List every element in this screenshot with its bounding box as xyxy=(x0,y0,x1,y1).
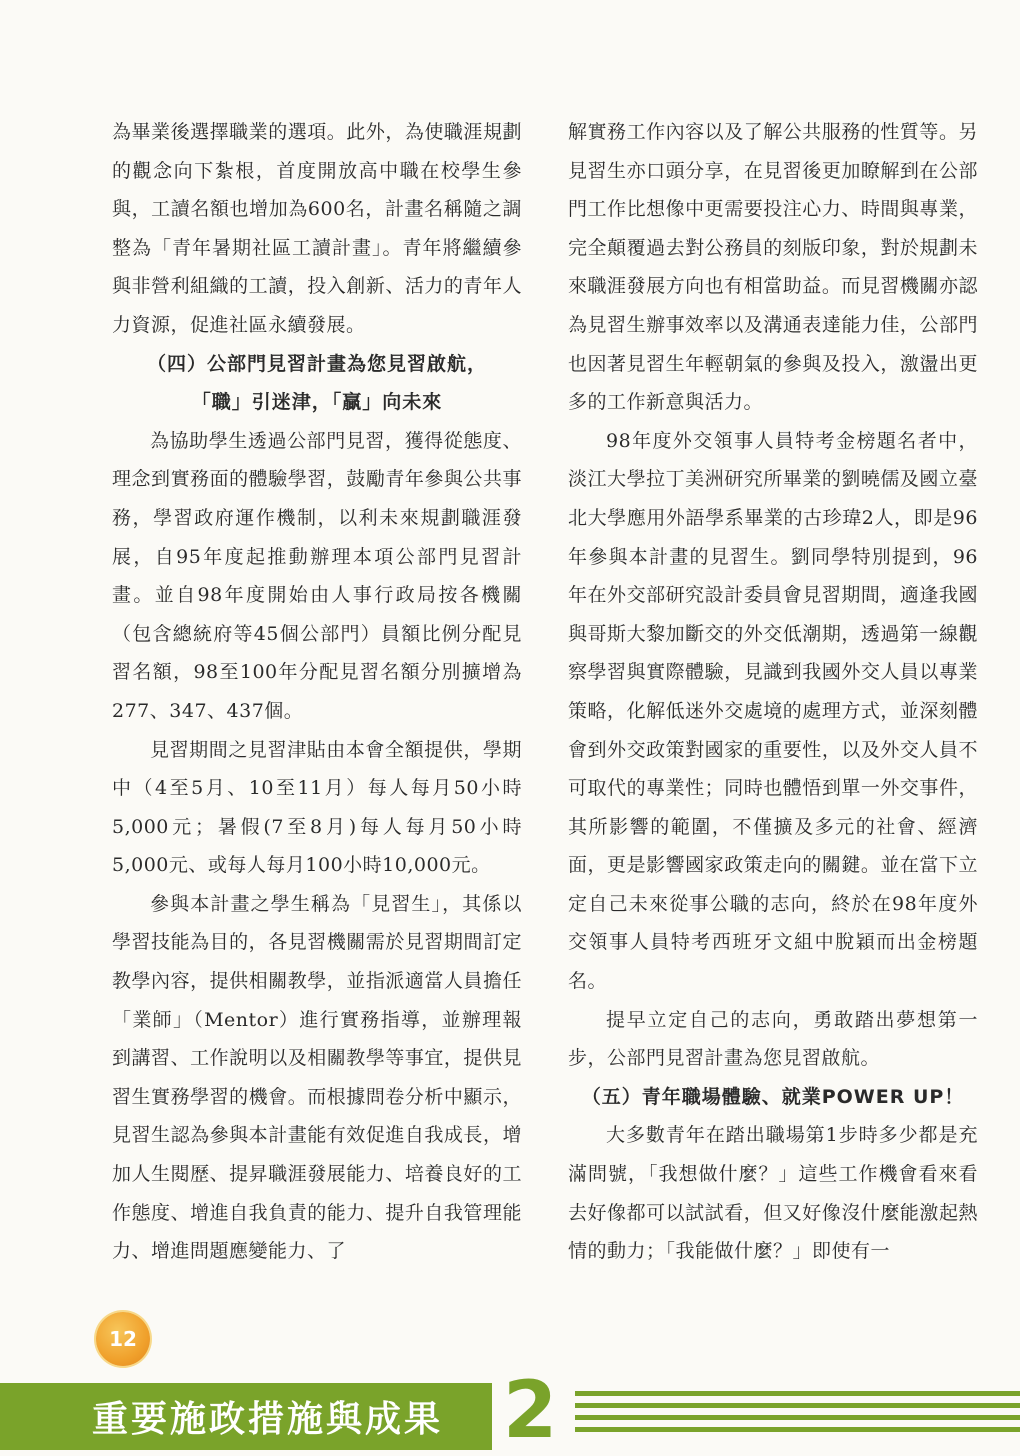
right-paragraph-slogan: 提早立定自己的志向，勇敢踏出夢想第一步，公部門見習計畫為您見習啟航。 xyxy=(568,1008,978,1070)
stripe-line xyxy=(575,1391,1020,1396)
left-column xyxy=(112,113,522,1271)
footer-green-band xyxy=(0,1383,492,1450)
right-paragraph-youth: 大多數青年在踏出職場第1步時多少都是充滿問號，「我想做什麼？」這些工作機會看來看去好像都可以試試看，但又好像沒什麼能激起熱情的動力；「我能做什麼？」即使有一 xyxy=(568,1124,978,1263)
section-five-heading: （五）青年職場體驗、就業POWER UP！ xyxy=(581,1085,965,1108)
stripe-line xyxy=(575,1403,1020,1408)
section-four-heading-line2: 「職」引迷津，「贏」向未來 xyxy=(191,391,443,414)
chapter-number: 2 xyxy=(503,1366,558,1456)
right-paragraph-exam: 98年度外交領事人員特考金榜題名者中，淡江大學拉丁美洲研究所畢業的劉曉儒及國立臺北大學應用外語學系畢業的古珍瑋2人，即是96年參與本計畫的見習生。劉同學特別提到，96年在外交部研究設計委員會見習期間，適逢我國與哥斯大黎加斷交的外交低潮期，透過第一線觀察學習與實際體驗，見識到我國外交人員以專業策略，化解低迷外交處境的處理方式，並深刻體會到外交政策對國家的重要性，以及外交人員不可取代的專業性；同時也體悟到單一外交事件，其所影響的範圍，不僅擴及多元的社會、經濟面，更是影響國家政策走向的關鍵。並在當下立定自己未來從事公職的志向，終於在98年度外交領事人員特考西班牙文組中脫穎而出金榜題名。 xyxy=(568,429,978,993)
left-paragraph-trainee: 參與本計畫之學生稱為「見習生」，其係以學習技能為目的，各見習機關需於見習期間訂定教學內容，提供相關教學，並指派適當人員擔任「業師」（Mentor）進行實務指導，並辦理報到講習、工作說明以及相關教學等事宜，提供見習生實務學習的機會。而根據問卷分析中顯示，見習生認為參與本計畫能有效促進自我成長，增加人生閱歷、提昇職涯發展能力、培養良好的工作態度、增進自我負責的能力、提升自我管理能力、增進問題應變能力、了 xyxy=(112,892,522,1263)
left-paragraph-intro: 為協助學生透過公部門見習，獲得從態度、理念到實務面的體驗學習，鼓勵青年參與公共事務，學習政府運作機制，以利未來規劃職涯發展，自95年度起推動辦理本項公部門見習計畫。並自98年度開始由人事行政局按各機關（包含總統府等45個公部門）員額比例分配見習名額，98至100年分配見習名額分別擴增為277、347、437個。 xyxy=(112,429,522,722)
page-number-badge: 12 xyxy=(96,1312,150,1366)
right-paragraph-continued: 解實務工作內容以及了解公共服務的性質等。另見習生亦口頭分享，在見習後更加瞭解到在公部門工作比想像中更需要投注心力、時間與專業，完全顛覆過去對公務員的刻版印象，對於規劃未來職涯發展方向也有相當助益。而見習機關亦認為見習生辦事效率以及溝通表達能力佳，公部門也因著見習生年輕朝氣的參與及投入，激盪出更多的工作新意與活力。 xyxy=(568,121,978,414)
right-column xyxy=(568,113,978,1271)
stripe-line xyxy=(575,1427,1020,1432)
left-paragraph-allowance: 見習期間之見習津貼由本會全額提供，學期中（4至5月、10至11月）每人每月50小時5,000元；暑假(7至8月)每人每月50小時5,000元、或每人每月100小時10,000元。 xyxy=(112,738,522,877)
footer-banner xyxy=(0,1366,1020,1456)
stripe-line xyxy=(575,1415,1020,1420)
section-four-heading-line1: （四）公部門見習計畫為您見習啟航， xyxy=(146,352,487,375)
footer-stripes xyxy=(575,1391,1020,1443)
footer-title: 重要施政措施與成果 xyxy=(92,1398,444,1440)
left-paragraph-continued: 為畢業後選擇職業的選項。此外，為使職涯規劃的觀念向下紮根，首度開放高中職在校學生參與，工讀名額也增加為600名，計畫名稱隨之調整為「青年暑期社區工讀計畫」。青年將繼續參與非營利組織的工讀，投入創新、活力的青年人力資源，促進社區永續發展。 xyxy=(112,121,522,336)
